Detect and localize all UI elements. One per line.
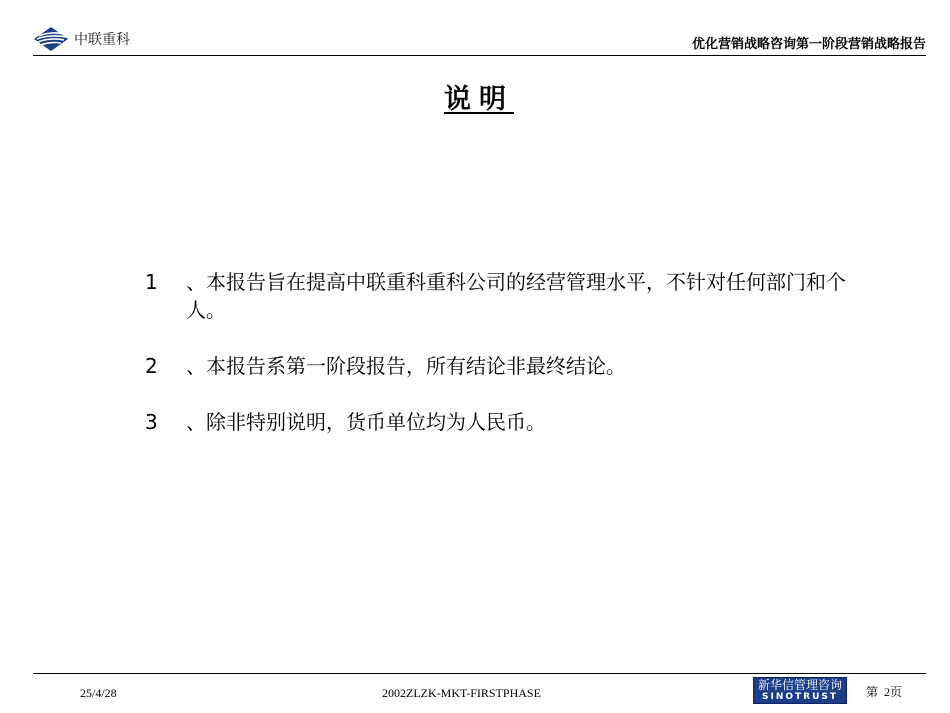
note-number: 3: [145, 410, 158, 434]
note-item: [145, 352, 865, 380]
page-number-value: 2: [884, 685, 891, 699]
footer-divider: [33, 673, 926, 674]
note-text: 、除非特别说明，货币单位均为人民币。: [186, 410, 546, 434]
sinotrust-logo-cn: 新华信管理咨询: [757, 678, 842, 692]
note-number: 1: [145, 270, 158, 294]
note-item: [145, 408, 865, 436]
page-number: [866, 685, 902, 699]
note-item: [145, 268, 865, 324]
report-title: 优化营销战略咨询第一阶段营销战略报告: [691, 37, 926, 52]
notes-list: [145, 268, 865, 464]
sinotrust-logo: [753, 677, 847, 704]
page-title-wrapper: [0, 82, 950, 118]
note-number: 2: [145, 354, 158, 378]
header-divider: [33, 55, 926, 56]
page-suffix: 页: [890, 685, 903, 699]
company-name: 中联重科: [74, 32, 130, 48]
document-code: 2002ZLZK-MKT-FIRSTPHASE: [382, 686, 541, 700]
footer-date: 25/4/28: [80, 686, 117, 700]
page-title: 说明: [444, 84, 514, 115]
note-text: 、本报告系第一阶段报告，所有结论非最终结论。: [186, 354, 626, 378]
zoomlion-logo-icon: [33, 26, 69, 52]
page-prefix: 第: [866, 685, 879, 699]
note-text: 、本报告旨在提高中联重科重科公司的经营管理水平，不针对任何部门和个人。: [186, 270, 846, 322]
sinotrust-logo-en: SINOTRUST: [761, 692, 838, 702]
